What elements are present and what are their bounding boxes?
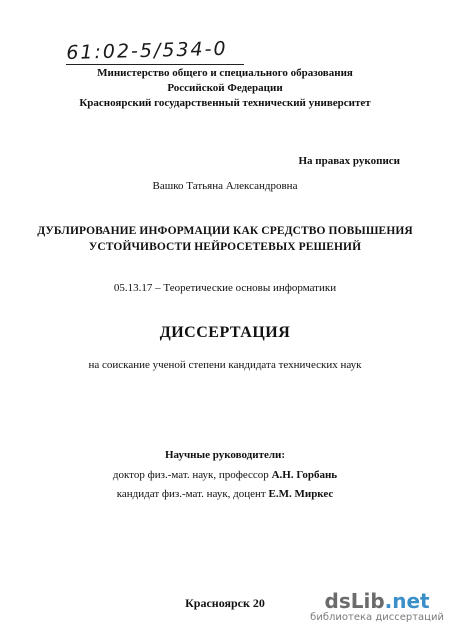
watermark-logo-main: dsLib: [324, 589, 385, 613]
specialty-code: 05.13.17 – Теоретические основы информатики: [113, 282, 337, 294]
stamp-underline: [66, 64, 244, 65]
title-line: ДУБЛИРОВАНИЕ ИНФОРМАЦИИ КАК СРЕДСТВО ПОВЫШЕНИЯ: [37, 225, 413, 237]
document-heading: ДИССЕРТАЦИЯ: [159, 324, 291, 341]
advisor-name: Е.М. Миркес: [268, 488, 334, 500]
handwritten-archive-number: 61:02-5/534-0: [66, 37, 228, 64]
dissertation-title: [0, 223, 450, 255]
advisors-heading: Научные руководители:: [164, 449, 286, 461]
watermark: [310, 590, 444, 624]
city-year: Красноярск 20: [185, 596, 265, 610]
rights-notice: На правах рукописи: [298, 155, 400, 167]
watermark-tagline: библиотека диссертаций: [310, 612, 444, 623]
author-name: Вашко Татьяна Александровна: [152, 180, 298, 192]
degree-line: на соискание ученой степени кандидата технических наук: [88, 359, 362, 371]
ministry-line: Министерство общего и специального образования: [97, 67, 353, 79]
ministry-line: Российской Федерации: [167, 82, 283, 94]
advisor-position: доктор физ.-мат. наук, профессор: [112, 469, 269, 481]
ministry-block: [0, 66, 450, 111]
university-line: Красноярский государственный технический университет: [79, 97, 371, 109]
advisor-line: [0, 469, 450, 481]
advisor-position: кандидат физ.-мат. наук, доцент: [116, 488, 266, 500]
watermark-logo: [310, 590, 444, 612]
advisor-name: А.Н. Горбань: [271, 469, 338, 481]
advisor-line: [0, 488, 450, 500]
title-line: УСТОЙЧИВОСТИ НЕЙРОСЕТЕВЫХ РЕШЕНИЙ: [88, 241, 362, 253]
watermark-logo-suffix: .net: [384, 589, 430, 613]
